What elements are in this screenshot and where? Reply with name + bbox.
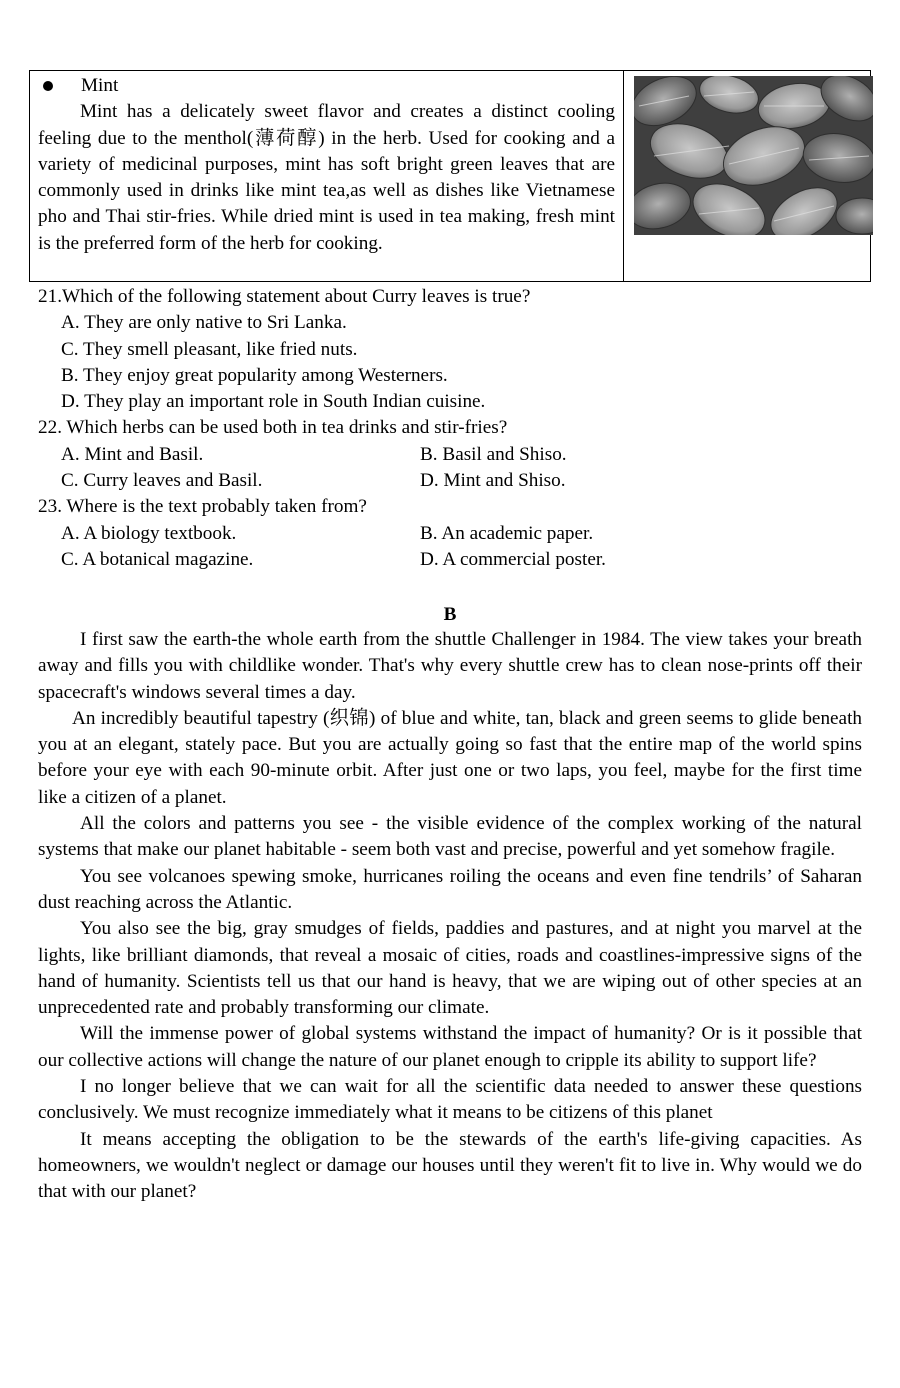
option-a: A. Mint and Basil. <box>61 443 204 465</box>
question-stem: 22. Which herbs can be used both in tea drinks and stir-fries? <box>38 417 508 439</box>
paragraph: I first saw the earth-the whole earth from the shuttle Challenger in 1984. The view takes your breath away and fills you with childlike wonder. That's why every shuttle crew has to clean nose-prints off their spacecraft's windows several times a day. <box>38 629 862 703</box>
option-c: C. They smell pleasant, like fried nuts. <box>61 338 358 360</box>
section-b-title: B <box>443 604 457 625</box>
option-a: A. They are only native to Sri Lanka. <box>61 312 347 334</box>
paragraph: Will the immense power of global systems withstand the impact of humanity? Or is it possible that our collective actions will change the nature of our planet enough to cripple its ability to support life? <box>38 1023 862 1071</box>
mint-description: Mint has a delicately sweet flavor and creates a distinct cooling feeling due to the menthol(薄荷醇) in the herb. Used for cooking and a variety of medicinal purposes, mint has soft bright green leaves that are commonly used in drinks like mint tea,as well as dishes like Vietnamese pho and Thai stir-fries. While dried mint is used in tea making, fresh mint is the preferred form of the herb for cooking. <box>38 101 615 254</box>
question-23 <box>38 494 868 573</box>
question-list <box>38 284 868 573</box>
paragraph: I no longer believe that we can wait for all the scientific data needed to answer these questions conclusively. We must recognize immediately what it means to be citizens of this planet <box>38 1076 862 1124</box>
section-b-passage <box>38 627 862 1206</box>
question-stem: 21.Which of the following statement about Curry leaves is true? <box>38 286 531 307</box>
question-stem: 23. Where is the text probably taken from? <box>38 496 367 518</box>
bullet-icon <box>43 81 53 91</box>
option-d: D. A commercial poster. <box>420 548 606 570</box>
option-d: D. Mint and Shiso. <box>420 470 566 492</box>
option-row <box>38 468 868 494</box>
paragraph: It means accepting the obligation to be the stewards of the earth's life-giving capacities. As homeowners, we wouldn't neglect or damage our houses until they weren't fit to live in. Why would we do that with our planet? <box>38 1128 862 1203</box>
option-row <box>38 547 868 573</box>
mint-leaves-photo <box>634 76 873 235</box>
option-row <box>38 442 868 468</box>
option-b: B. An academic paper. <box>420 522 594 544</box>
option-b: B. Basil and Shiso. <box>420 443 567 465</box>
mint-info-table <box>29 70 871 282</box>
option-c: C. Curry leaves and Basil. <box>61 470 263 492</box>
question-21 <box>38 284 868 415</box>
table-divider <box>623 71 624 281</box>
mint-heading: Mint <box>81 75 119 96</box>
option-c: C. A botanical magazine. <box>61 548 254 570</box>
option-d: D. They play an important role in South Indian cuisine. <box>61 391 486 413</box>
question-22 <box>38 415 868 494</box>
option-b: B. They enjoy great popularity among Westerners. <box>61 364 448 386</box>
mint-heading-row <box>38 73 615 99</box>
option-a: A. A biology textbook. <box>61 522 237 544</box>
mint-text-cell <box>38 73 615 257</box>
paragraph: You see volcanoes spewing smoke, hurricanes roiling the oceans and even fine tendrils’ of Saharan dust reaching across the Atlantic. <box>38 865 862 913</box>
paragraph: An incredibly beautiful tapestry (织锦) of blue and white, tan, black and green seems to glide beneath you at an elegant, stately pace. But you are actually going so fast that the entire map of the world spins before your eye with each 90-minute orbit. After just one or two laps, you feel, maybe for the first time like a citizen of a planet. <box>38 707 862 808</box>
option-row <box>38 521 868 547</box>
paragraph: All the colors and patterns you see - the visible evidence of the complex working of the natural systems that make our planet habitable - seem both vast and precise, powerful and yet somehow fragile. <box>38 813 862 861</box>
paragraph: You also see the big, gray smudges of fields, paddies and pastures, and at night you marvel at the lights, like brilliant diamonds, that reveal a mosaic of cities, roads and coastlines-impressive signs of the hand of humanity. Scientists tell us that our hand is heavy, that we are wiping out of other species at an unprecedented rate and probably transforming our climate. <box>38 918 862 1019</box>
